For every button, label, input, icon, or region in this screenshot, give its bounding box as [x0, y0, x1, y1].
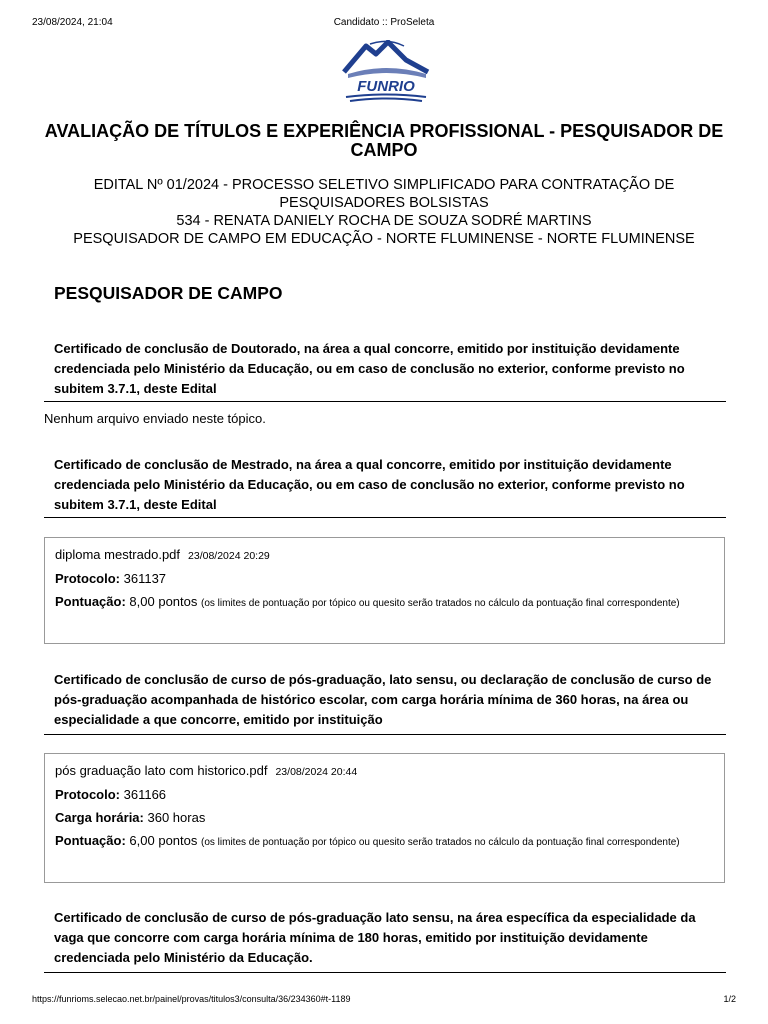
- topic-title: Certificado de conclusão de Mestrado, na área a qual concorre, emitido por instituição devidamente credenciada pelo Ministério da Educação, ou em caso de conclusão no exterior, conforme previsto no subitem 3.7.1, deste Edital: [54, 457, 685, 512]
- file-date: 23/08/2024 20:44: [275, 766, 358, 778]
- divider: [44, 734, 726, 735]
- divider: [44, 517, 726, 518]
- file-entry: [44, 753, 725, 883]
- protocol-value: 361137: [123, 571, 167, 586]
- logo-text: FUNRIO: [357, 78, 415, 95]
- print-page-title: Candidato :: ProSeleta: [333, 17, 435, 28]
- mountain-logo-icon: [336, 40, 436, 106]
- protocol-label: Protocolo:: [55, 571, 120, 586]
- hours-value: 360 horas: [147, 810, 206, 825]
- topic-title: Certificado de conclusão de Doutorado, na área a qual concorre, emitido por instituição devidamente credenciada pelo Ministério da Educação, ou em caso de conclusão no exterior, conforme previsto no subitem 3.7.1, deste Edital: [54, 341, 685, 396]
- print-header: [32, 17, 736, 31]
- print-datetime: 23/08/2024, 21:04: [32, 17, 113, 28]
- document-info: [40, 176, 728, 248]
- file-name-link[interactable]: pós graduação lato com historico.pdf: [55, 763, 268, 778]
- topic-title: Certificado de conclusão de curso de pós-graduação, lato sensu, ou declaração de conclusão de curso de pós-graduação acompanhada de histórico escolar, com carga horária mínima de 360 horas, na área ou especialidade a que concorre, emitido por instituição: [54, 672, 712, 727]
- file-date: 23/08/2024 20:29: [188, 550, 270, 562]
- topic-title: Certificado de conclusão de curso de pós-graduação lato sensu, na área específica da especialidade da vaga que concorre com carga horária mínima de 180 horas, emitido por instituição devidamente credenciada pelo Ministério da Educação.: [54, 910, 696, 965]
- page-number: 1/2: [723, 994, 736, 1004]
- section-title: PESQUISADOR DE CAMPO: [54, 283, 283, 303]
- funrio-logo: [336, 40, 436, 106]
- divider: [44, 972, 726, 973]
- protocol-label: Protocolo:: [55, 787, 120, 802]
- no-file-note: Nenhum arquivo enviado neste tópico.: [44, 411, 266, 426]
- file-entry: [44, 537, 725, 644]
- candidate-line: 534 - RENATA DANIELY ROCHA DE SOUZA SODRÉ MARTINS: [176, 213, 592, 229]
- file-name-link[interactable]: diploma mestrado.pdf: [55, 547, 181, 562]
- score-note: (os limites de pontuação por tópico ou quesito serão tratados no cálculo da pontuação final correspondente): [201, 837, 680, 848]
- score-label: Pontuação:: [55, 833, 126, 848]
- score-label: Pontuação:: [55, 594, 126, 609]
- edital-line: EDITAL Nº 01/2024 - PROCESSO SELETIVO SIMPLIFICADO PARA CONTRATAÇÃO DE PESQUISADORES BOLSISTAS: [93, 177, 675, 211]
- score-note: (os limites de pontuação por tópico ou quesito serão tratados no cálculo da pontuação final correspondente): [201, 598, 680, 609]
- print-url: https://funrioms.selecao.net.br/painel/provas/titulos3/consulta/36/234360#t-1189: [32, 994, 351, 1004]
- protocol-value: 361166: [123, 787, 167, 802]
- score-value: 8,00 pontos: [129, 594, 198, 609]
- page-title: AVALIAÇÃO DE TÍTULOS E EXPERIÊNCIA PROFISSIONAL - PESQUISADOR DE CAMPO: [44, 121, 724, 160]
- hours-label: Carga horária:: [55, 810, 144, 825]
- position-line: PESQUISADOR DE CAMPO EM EDUCAÇÃO - NORTE FLUMINENSE - NORTE FLUMINENSE: [73, 231, 695, 247]
- score-value: 6,00 pontos: [129, 833, 198, 848]
- divider: [44, 401, 726, 402]
